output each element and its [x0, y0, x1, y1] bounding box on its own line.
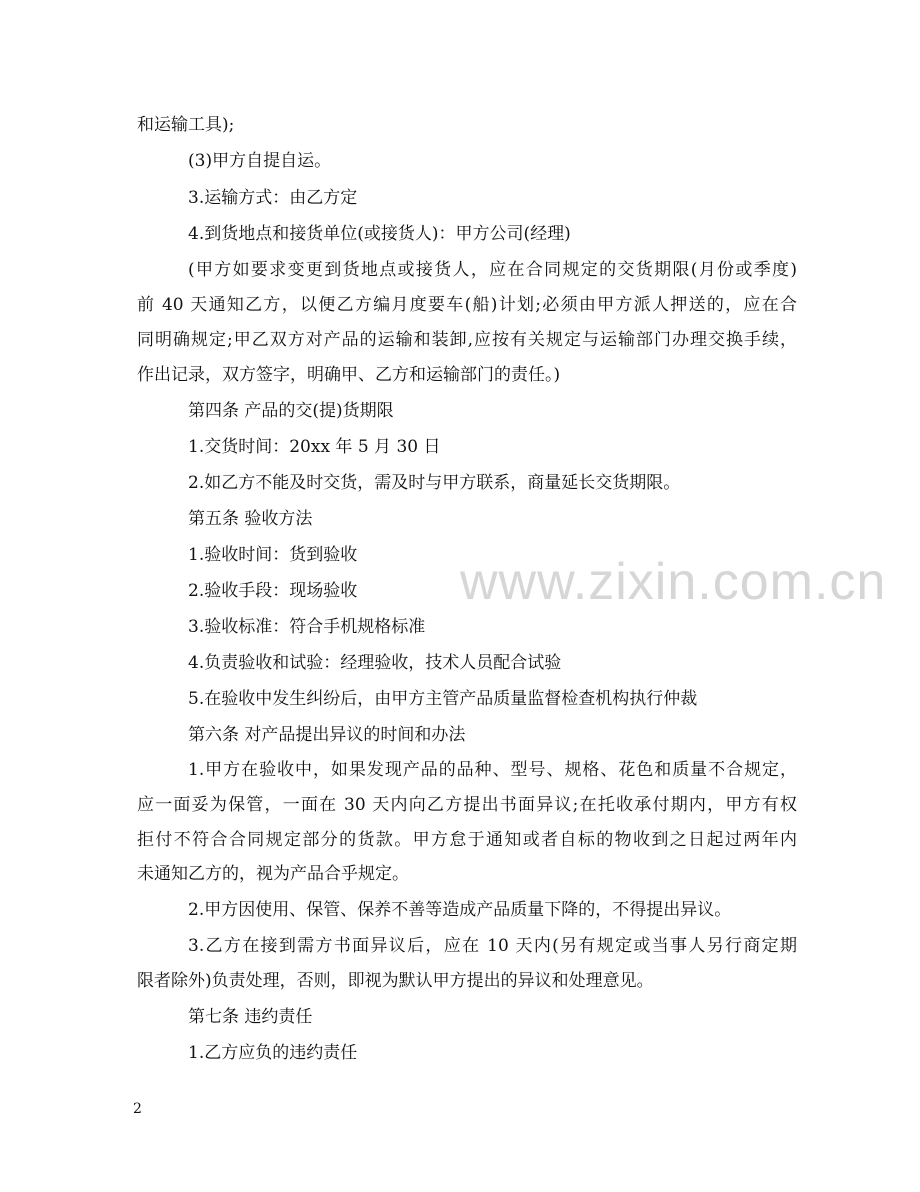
text-line: 1.交货时间：20xx 年 5 月 30 日 — [188, 437, 441, 457]
watermark: www.zixin.com.cn — [460, 553, 887, 611]
text-line: 1.验收时间：货到验收 — [188, 545, 358, 565]
text-line: 未通知乙方的，视为产品合乎规定。 — [137, 864, 409, 884]
text-line: 作出记录，双方签字，明确甲、乙方和运输部门的责任。) — [137, 365, 561, 385]
text-line: 前 40 天通知乙方，以便乙方编月度要车(船)计划;必须由甲方派人押送的，应在合 — [137, 295, 797, 315]
text-line: 3.运输方式：由乙方定 — [188, 188, 358, 208]
text-line: 1.甲方在验收中，如果发现产品的品种、型号、规格、花色和质量不合规定， — [188, 760, 797, 780]
text-line: 限者除外)负责处理，否则，即视为默认甲方提出的异议和处理意见。 — [137, 971, 654, 991]
section-heading: 第四条 产品的交(提)货期限 — [188, 401, 394, 421]
text-line: 4.到货地点和接货单位(或接货人)：甲方公司(经理) — [188, 224, 571, 244]
text-line: 2.验收手段：现场验收 — [188, 581, 358, 601]
text-line: 2.甲方因使用、保管、保养不善等造成产品质量下降的，不得提出异议。 — [188, 900, 732, 920]
page-number: 2 — [133, 1101, 142, 1117]
text-line: (3)甲方自提自运。 — [188, 151, 332, 171]
text-line: 应一面妥为保管，一面在 30 天内向乙方提出书面异议;在托收承付期内，甲方有权 — [137, 795, 797, 815]
text-line: 拒付不符合合同规定部分的货款。甲方怠于通知或者自标的物收到之日起过两年内 — [137, 830, 797, 850]
text-line: 同明确规定;甲乙双方对产品的运输和装卸,应按有关规定与运输部门办理交换手续， — [137, 330, 797, 350]
text-line: 3.乙方在接到需方书面异议后，应在 10 天内(另有规定或当事人另行商定期 — [188, 936, 797, 956]
text-line: 2.如乙方不能及时交货，需及时与甲方联系，商量延长交货期限。 — [188, 473, 681, 493]
section-heading: 第五条 验收方法 — [188, 509, 313, 529]
text-line: 和运输工具); — [137, 115, 235, 135]
text-line: 5.在验收中发生纠纷后，由甲方主管产品质量监督检查机构执行仲裁 — [188, 689, 698, 709]
section-heading: 第七条 违约责任 — [188, 1007, 313, 1027]
text-line: 1.乙方应负的违约责任 — [188, 1043, 358, 1063]
text-line: (甲方如要求变更到货地点或接货人，应在合同规定的交货期限(月份或季度) — [188, 260, 797, 280]
text-line: 4.负责验收和试验：经理验收，技术人员配合试验 — [188, 653, 562, 673]
section-heading: 第六条 对产品提出异议的时间和办法 — [188, 725, 466, 745]
text-line: 3.验收标准：符合手机规格标准 — [188, 617, 426, 637]
